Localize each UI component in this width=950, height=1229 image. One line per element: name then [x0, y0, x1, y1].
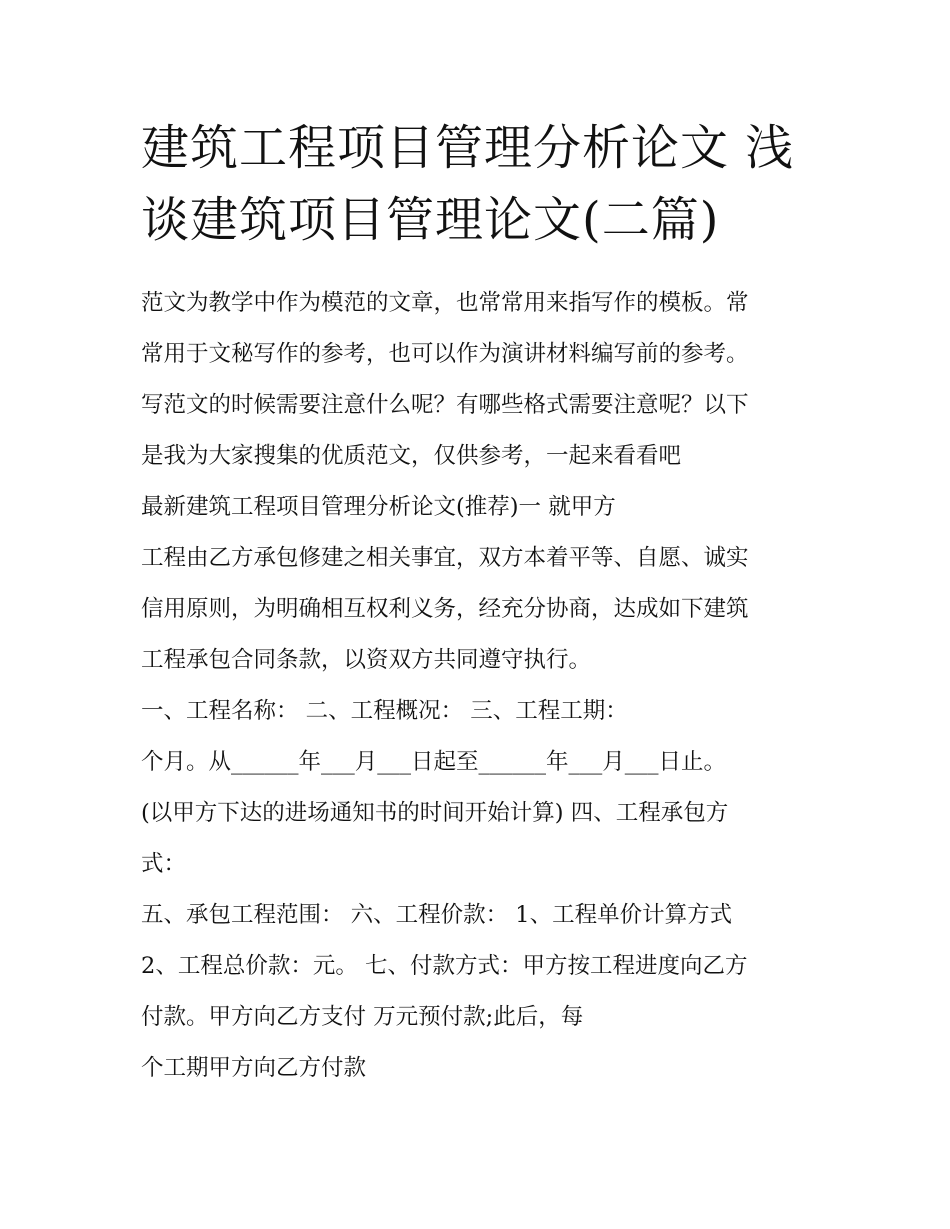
title-line-1: 建筑工程项目管理分析论文 浅	[141, 120, 795, 176]
body-line-15: 付款。甲方向乙方支付 万元预付款;此后，每	[141, 1004, 584, 1030]
body-line-6: 工程由乙方承包修建之相关事宜，双方本着平等、自愿、诚实	[141, 545, 749, 571]
document-title	[141, 112, 821, 256]
body-line-11: (以甲方下达的进场通知书的时间开始计算) 四、工程承包方	[141, 800, 729, 826]
body-line-4: 是我为大家搜集的优质范文，仅供参考，一起来看看吧	[141, 443, 682, 469]
body-line-8: 工程承包合同条款，以资双方共同遵守执行。	[141, 647, 592, 673]
body-line-12: 式：	[141, 851, 187, 877]
body-line-13: 五、承包工程范围： 六、工程价款： 1、工程单价计算方式	[141, 902, 733, 928]
body-line-16: 个工期甲方向乙方付款	[141, 1055, 367, 1081]
body-line-2: 常用于文秘写作的参考，也可以作为演讲材料编写前的参考。	[141, 341, 749, 367]
body-line-10: 个月。从______年___月___日起至______年___月___日止。	[141, 749, 727, 775]
body-line-5: 最新建筑工程项目管理分析论文(推荐)一 就甲方	[141, 494, 616, 520]
document-body	[141, 278, 821, 1094]
body-line-1: 范文为教学中作为模范的文章，也常常用来指写作的模板。常	[141, 290, 749, 316]
document-page	[141, 112, 821, 1094]
title-line-2: 谈建筑项目管理论文(二篇)	[141, 192, 720, 248]
body-line-7: 信用原则，为明确相互权利义务，经充分协商，达成如下建筑	[141, 596, 749, 622]
body-line-3: 写范文的时候需要注意什么呢？有哪些格式需要注意呢？以下	[141, 392, 749, 418]
body-line-14: 2、工程总价款：元。 七、付款方式：甲方按工程进度向乙方	[141, 953, 748, 979]
body-line-9: 一、工程名称： 二、工程概况： 三、工程工期：	[141, 698, 628, 724]
